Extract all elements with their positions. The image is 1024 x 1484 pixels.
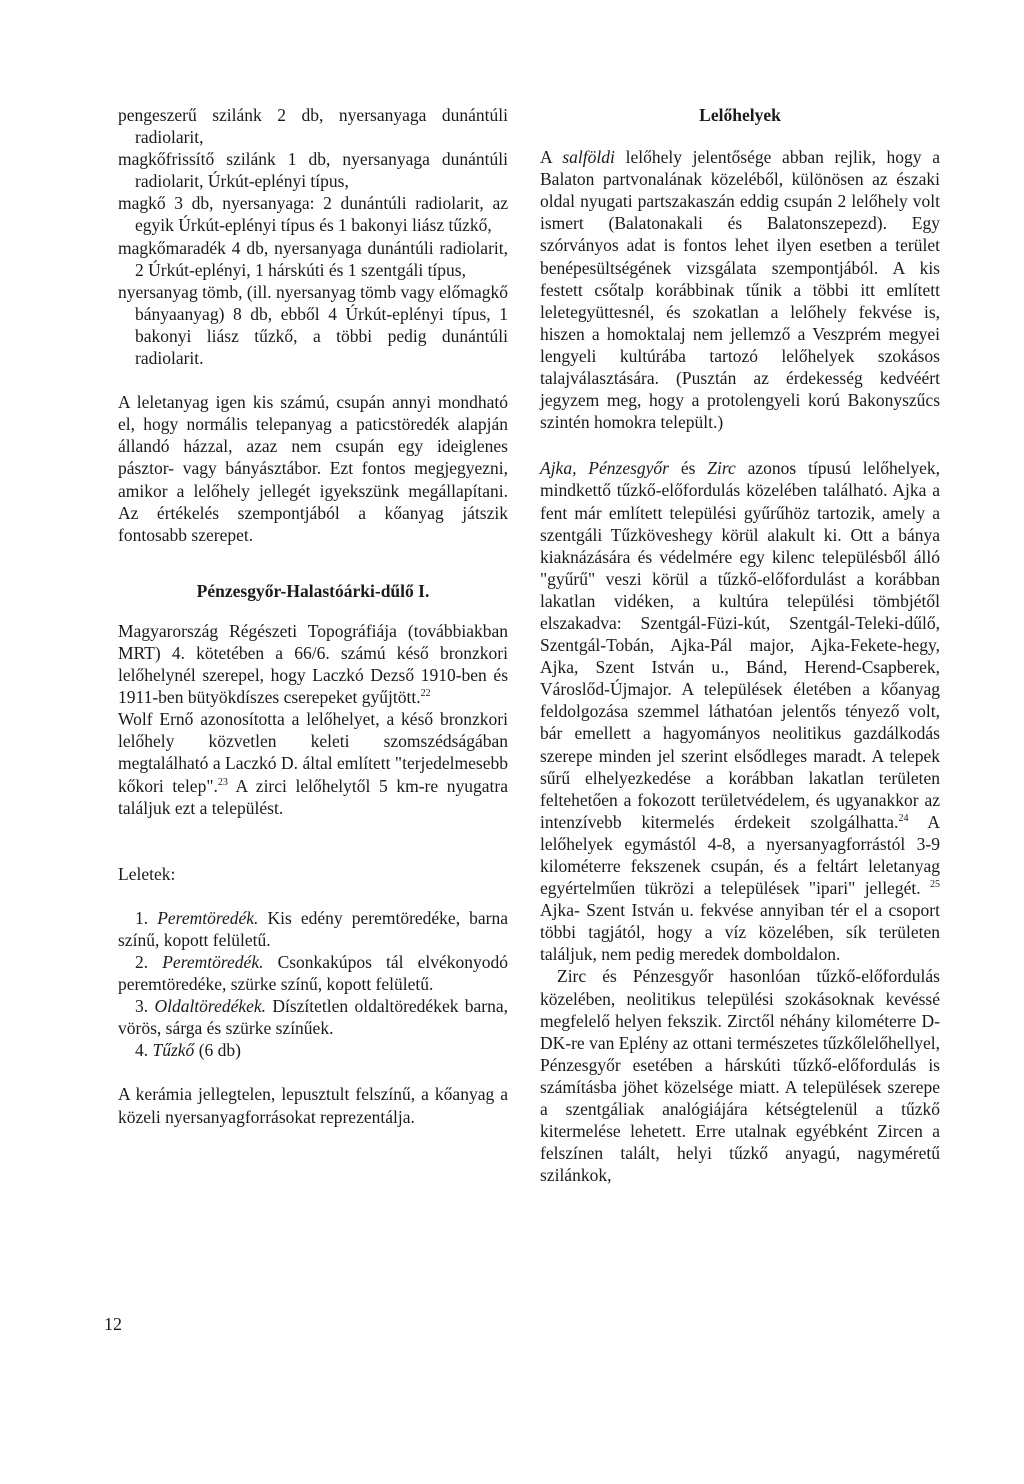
paragraph-mrt: Magyarország Régészeti Topográfiája (továbbiakban MRT) 4. kötetében a 66/6. számú késő bronzkori lelőhelynél szerepel, hogy Laczkó Dezső 1910-ben és 1911-ben bütyökdíszes cserepeket gyűjtött.$^{22}$ — [118, 620, 508, 708]
material-item: nyersanyag tömb, (ill. nyersanyag tömb vagy előmagkő bányaanyag) 8 db, ebből 4 Úrkút-eplényi típus, 1 bakonyi liász tűzkő, a többi pedig dunántúli radiolarit. — [118, 281, 508, 369]
paragraph-ajka: Ajka, Pénzesgyőr és Zirc azonos típusú lelőhelyek, mindkettő tűzkő-előfordulás közelében található. Ajka a fent már említett települési gyűrűhöz tartozik, amely a szentgáli Tűzköveshegy körül alakult ki. Ott a bánya kiaknázására és védelmére egy kilenc településből álló "gyűrű" veszi körül a tűzkő-előfordulást a korábban lakatlan vidéken, a kultúra települési tömbjétől elszakadva: Szentgál-Füzi-kút, Szentgál-Teleki-dűlő, Szentgál-Tobán, Ajka-Pál major, Ajka-Fekete-hegy, Ajka, Szent István u., Bánd, Herend-Csapberek, Városlőd-Újmajor. A települések életében a kőanyag feldolgozása szemmel láthatóan jelentős tényező volt, bár emellett a hagyományos neolitikus gazdálkodás szerepe minden jel szerint elsődleges maradt. A telepek sűrű elhelyezkedése a korábban lakatlan területen feltehetően a fokozott területvédelem, és ugyanakkor az intenzívebb kitermelés érdekeit szolgálhatta.$^{24}$ A lelőhelyek egymástól 4-8, a nyersanyagforrástól 3-9 kilométerre fekszenek csupán, és a feltárt leletanyag egyértelműen tükrözi a települések "ipari" jellegét. $^{25}$ Ajka- Szent István u. fekvése annyiban tér el a csoport többi tagjától, hogy a víz közelében, sík területen találjuk, nem pedig meredek domboldalon. — [540, 458, 940, 965]
left-column — [118, 104, 508, 1128]
page-number: 12 — [104, 1314, 122, 1334]
footnote-marker: 24 — [898, 812, 909, 824]
footnote-marker: 25 — [930, 879, 940, 891]
site-heading: Pénzesgyőr-Halastóárki-dűlő I. — [196, 580, 430, 601]
find-item: 4. Tűzkő (6 db) — [135, 1040, 241, 1061]
material-item: magkőmaradék 4 db, nyersanyaga dunántúli radiolarit, 2 Úrkút-eplényi, 1 hárskúti és 1 szentgáli típus, — [118, 237, 508, 280]
material-item: magkőfrissítő szilánk 1 db, nyersanyaga dunántúli radiolarit, Úrkút-eplényi típus, — [118, 149, 508, 192]
footnote-marker: 23 — [217, 776, 228, 788]
right-column — [540, 104, 940, 1186]
paragraph-salfold: A salföldi lelőhely jelentősége abban rejlik, hogy a Balaton partvonalának közeléből, különösen az északi oldal nyugati partszakaszán eddig csupán 2 lelőhely volt ismert (Balatonakali és Balatonszepezd). Egy szórványos adat is fontos lehet ilyen esetben a terület benépesültségének vizsgálata szempontjából. A kis festett csőtalp korábbinak tűnik a többi itt említett leletegyüttesnél, és szokatlan a lelőhely fekvése is, hiszen a homoktalaj nem jellemző a Veszprém megyei lengyeli kultúrába tartozó lelőhelyek szokásos talajválasztására. (Pusztán az érdekesség kedvéért jegyzem meg, hogy a protolengyeli korú Bakonyszűcs szintén homokra települt.) — [540, 147, 940, 433]
section-heading: Lelőhelyek — [699, 105, 781, 125]
find-item: 3. Oldaltöredékek. Díszítetlen oldaltöredékek barna, vörös, sárga és szürke színűek. — [118, 996, 509, 1039]
material-item: pengeszerű szilánk 2 db, nyersanyaga dunántúli radiolarit, — [118, 105, 508, 148]
finds-label: Leletek: — [118, 863, 176, 884]
find-item: 2. Peremtöredék. Csonkakúpos tál elvékonyodó peremtöredéke, szürke színű, kopott felületű. — [118, 952, 508, 995]
material-item: magkő 3 db, nyersanyaga: 2 dunántúli radiolarit, az egyik Úrkút-eplényi típus és 1 bakonyi liász tűzkő, — [118, 193, 508, 236]
paragraph-leletanyag: A leletanyag igen kis számú, csupán annyi mondható el, hogy normális telepanyag a paticstöredék alapján állandó házzal, azaz nem csupán egy ideiglenes pásztor- vagy bányásztábor. Ezt fontos megjegyezni, amikor a lelőhely jellegét igyekszünk megállapítani. Az értékelés szempontjából a kőanyag játszik fontosabb szerepet. — [118, 392, 508, 545]
paragraph-zirc: Zirc és Pénzesgyőr hasonlóan tűzkő-előfordulás közelében, neolitikus települési szokásoknak kevéssé megfelelő helyen fekszik. Zirctől néhány kilométerre D-DK-re van Eplény az ottani természetes tűzkőlelőhellyel, Pénzesgyőr esetében a hárskúti tűzkő-előfordulás is számításba jöhet közelsége miatt. A települések szerepe a szentgáliak analógiájára kétségtelenül a tűzkő kitermelése lehetett. Erre utalnak egyébként Zircen a felszínen talált, helyi tűzkő anyagú, nagyméretű szilánkok, — [540, 966, 940, 1186]
find-item: 1. Peremtöredék. Kis edény peremtöredéke, barna színű, kopott felületű. — [118, 907, 508, 950]
footnote-marker: 22 — [420, 688, 431, 700]
paragraph-wolf: Wolf Ernő azonosította a lelőhelyet, a késő bronzkori lelőhely közvetlen keleti szomszédságában megtalálható a Laczkó D. által említett "terjedelmesebb kőkori telep".$^{23}$ A zirci lelőhelytől 5 km-re nyugatra találjuk ezt a települést. — [118, 709, 508, 818]
paragraph-keramia: A kerámia jellegtelen, lepusztult felszínű, a kőanyag a közeli nyersanyagforrásokat reprezentálja. — [118, 1084, 508, 1127]
